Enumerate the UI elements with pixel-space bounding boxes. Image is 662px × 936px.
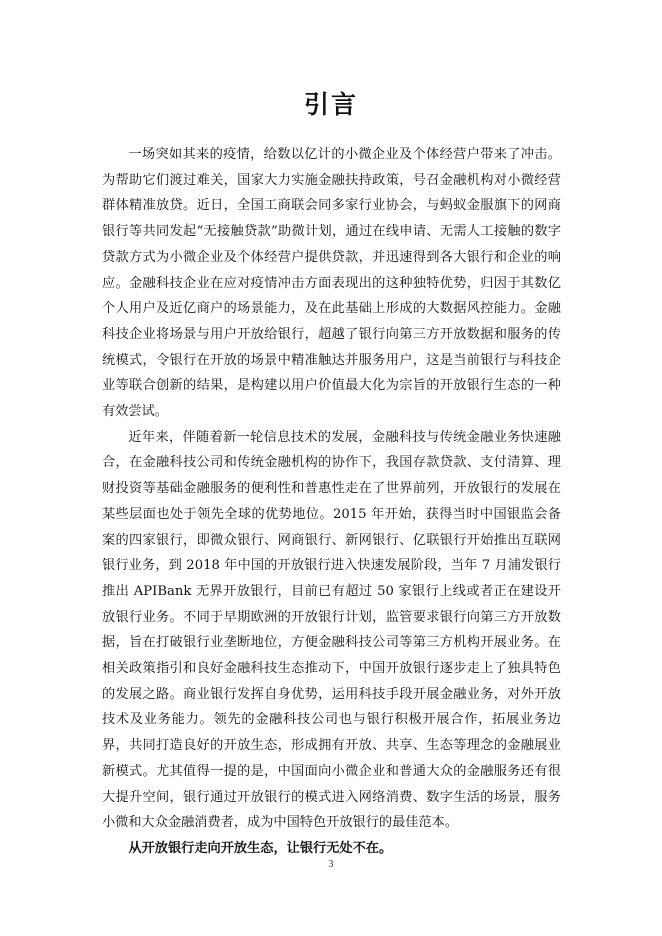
page-title: 引言: [303, 90, 358, 119]
paragraph-1: 一场突如其来的疫情，给数以亿计的小微企业及个体经营户带来了冲击。为帮助它们渡过难关，国家大力实施金融扶持政策，号召金融机构对小微经营群体精准放贷。近日，全国工商联会同多家行业协会，与蚂蚁金服旗下的网商银行等共同发起“无接触贷款”助微计划，通过在线申请、无需人工接触的数字贷款方式为小微企业及个体经营户提供贷款，并迅速得到各大银行和企业的响应。金融科技企业在应对疫情冲击方面表现出的这种独特优势，归因于其数亿个人用户及近亿商户的场景能力，及在此基础上形成的大数据风控能力。金融科技企业将场景与用户开放给银行，超越了银行向第三方开放数据和服务的传统模式，令银行在开放的场景中精准触达并服务用户，这是当前银行与科技企业等联合创新的结果，是构建以用户价值最大化为宗旨的开放银行生态的一种有效尝试。: [102, 147, 561, 420]
paragraph-2: 近年来，伴随着新一轮信息技术的发展，金融科技与传统金融业务快速融合，在金融科技公司和传统金融机构的协作下，我国存款贷款、支付清算、理财投资等基础金融服务的便利性和普惠性走在了世界前列，开放银行的发展在某些层面也处于领先全球的优势地位。2015 年开始，获得当时中国银监会备案的四家银行，即微众银行、网商银行、新网银行、亿联银行开始推出互联网银行业务，到 2018 年中国的开放银行进入快速发展阶段，当年 7 月浦发银行推出 APIBank 无界开放银行，目前已有超过 50 家银行上线或者正在建设开放银行业务。不同于早期欧洲的开放银行计划，监管要求银行向第三方开放数据，旨在打破银行业垄断地位，方便金融科技公司等第三方机构开展业务。在相关政策指引和良好金融科技生态推动下，中国开放银行逐步走上了独具特色的发展之路。商业银行发挥自身优势，运用科技手段开展金融业务，对外开放技术及业务能力。领先的金融科技公司也与银行积极开展合作，拓展业务边界，共同打造良好的开放生态，形成拥有开放、共享、生态等理念的金融展业新模式。尤其值得一提的是，中国面向小微企业和普通大众的金融服务还有很大提升空间，银行通过开放银行的模式进入网络消费、数字生活的场景，服务小微和大众金融消费者，成为中国特色开放银行的最佳范本。: [102, 429, 561, 831]
document-body: [102, 142, 561, 862]
page-number: 3: [328, 859, 334, 870]
conclusion-line: 从开放银行走向开放生态，让银行无处不在。: [128, 840, 393, 856]
